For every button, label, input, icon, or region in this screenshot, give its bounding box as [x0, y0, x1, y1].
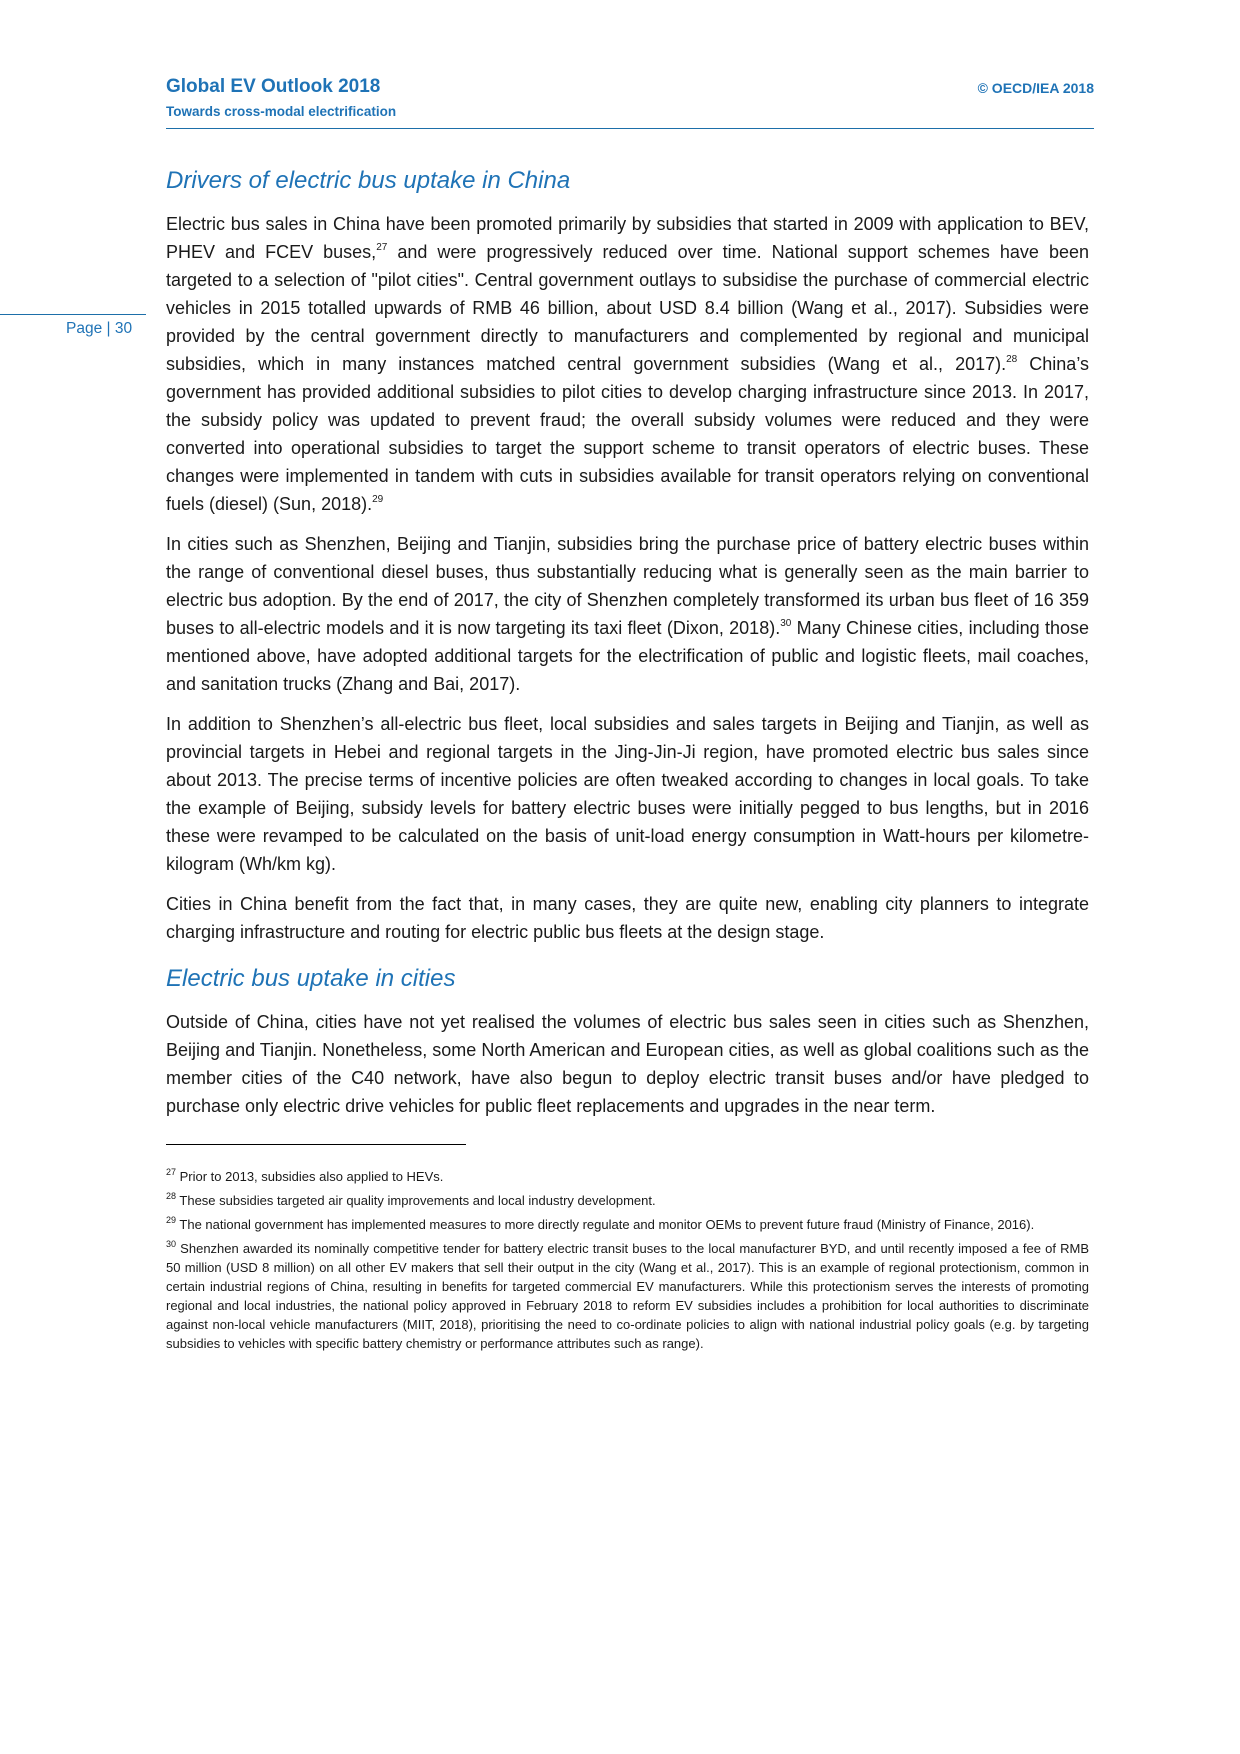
paragraph-text: and were progressively reduced over time. National support schemes have been targeted to a selection of "pilot cities". Central government outlays to subsidise the purchase of commercial electric vehicles in 2015 totalled upwards of RMB 46 billion, about USD 8.4 billion (Wang et al., 2017). Subsidies were provided by the central government directly to manufacturers and complemented by regional and municipal subsidies, which in many instances matched central government subsidies (Wang et al., 2017). — [166, 242, 1089, 374]
footnote-number: 29 — [166, 1215, 177, 1225]
footnote-ref[interactable]: 29 — [372, 494, 384, 505]
document-title: Global EV Outlook 2018 — [166, 76, 381, 97]
footnote — [166, 1191, 1089, 1210]
paragraph-text: China’s government has provided additional subsidies to pilot cities to develop charging infrastructure since 2013. In 2017, the subsidy policy was updated to prevent fraud; the overall subsidy volumes were reduced and they were converted into operational subsidies to target the support scheme to transit operators of electric buses. These changes were implemented in tandem with cuts in subsidies available for transit operators relying on conventional fuels (diesel) (Sun, 2018). — [166, 354, 1089, 514]
paragraph-text: Many Chinese cities, including those mentioned above, have adopted additional targets for the electrification of public and logistic fleets, mail coaches, and sanitation trucks (Zhang and Bai, 2017). — [166, 618, 1089, 694]
footnote-ref[interactable]: 28 — [1006, 354, 1018, 365]
copyright-notice: © OECD/IEA 2018 — [977, 80, 1094, 96]
footnote — [166, 1215, 1089, 1234]
footnote-separator — [166, 1144, 466, 1145]
footnote-text: These subsidies targeted air quality improvements and local industry development. — [176, 1193, 656, 1208]
document-subtitle: Towards cross-modal electrification — [166, 104, 397, 119]
footnote-number: 27 — [166, 1167, 177, 1177]
footnote — [166, 1239, 1089, 1353]
page-number: Page | 30 — [66, 320, 133, 337]
footnote-number: 30 — [166, 1239, 177, 1249]
footnote — [166, 1167, 1089, 1186]
body-paragraph — [166, 210, 1089, 518]
paragraph-text: In cities such as Shenzhen, Beijing and Tianjin, subsidies bring the purchase price of battery electric buses within the range of conventional diesel buses, thus substantially reducing what is generally seen as the main barrier to electric bus adoption. By the end of 2017, the city of Shenzhen completely transformed its urban bus fleet of 16 359 buses to all-electric models and it is now targeting its taxi fleet (Dixon, 2018). — [166, 534, 1089, 638]
footnote-text: Shenzhen awarded its nominally competitive tender for battery electric transit buses to the local manufacturer BYD, and until recently imposed a fee of RMB 50 million (USD 8 million) on all other EV makers that sell their output in the city (Wang et al., 2017). This is an example of regional protectionism, common in certain industrial regions of China, resulting in benefits for targeted commercial EV manufacturers. While this protectionism serves the interests of promoting regional and local industries, the national policy approved in February 2018 to reform EV subsidies includes a prohibition for local authorities to discriminate against non-local vehicle manufacturers (MIIT, 2018), prioritising the need to co-ordinate policies to align with national industrial policy goals (e.g. by targeting subsidies to vehicles with specific battery chemistry or performance attributes such as range). — [166, 1241, 1089, 1351]
body-paragraph: Cities in China benefit from the fact that, in many cases, they are quite new, enabling city planners to integrate charging infrastructure and routing for electric public bus fleets at the design stage. — [166, 894, 1089, 942]
footnote-ref[interactable]: 30 — [780, 618, 792, 629]
footnote-text: The national government has implemented measures to more directly regulate and monitor OEMs to prevent future fraud (Ministry of Finance, 2016). — [176, 1217, 1035, 1232]
page-number-rule — [0, 314, 146, 315]
body-paragraph: In addition to Shenzhen’s all-electric bus fleet, local subsidies and sales targets in Beijing and Tianjin, as well as provincial targets in Hebei and regional targets in the Jing-Jin-Ji region, have promoted electric bus sales since about 2013. The precise terms of incentive policies are often tweaked according to changes in local goals. To take the example of Beijing, subsidy levels for battery electric buses were initially pegged to bus lengths, but in 2016 these were revamped to be calculated on the basis of unit-load energy consumption in Watt-hours per kilometre-kilogram (Wh/km kg). — [166, 714, 1089, 874]
body-paragraph — [166, 530, 1089, 698]
page-header — [166, 74, 1094, 129]
main-content — [166, 166, 1089, 1358]
body-paragraph: Outside of China, cities have not yet realised the volumes of electric bus sales seen in cities such as Shenzhen, Beijing and Tianjin. Nonetheless, some North American and European cities, as well as global coalitions such as the member cities of the C40 network, have also begun to deploy electric transit buses and/or have pledged to purchase only electric drive vehicles for public fleet replacements and upgrades in the near term. — [166, 1012, 1089, 1116]
section-heading: Electric bus uptake in cities — [166, 965, 456, 992]
footnote-ref[interactable]: 27 — [376, 242, 388, 253]
footnote-text: Prior to 2013, subsidies also applied to HEVs. — [176, 1169, 444, 1184]
paragraph-text: Electric bus sales in China have been promoted primarily by subsidies that started in 2009 with application to BEV, PHEV and FCEV buses, — [166, 214, 1089, 262]
footnote-number: 28 — [166, 1191, 177, 1201]
section-heading: Drivers of electric bus uptake in China — [166, 167, 571, 194]
